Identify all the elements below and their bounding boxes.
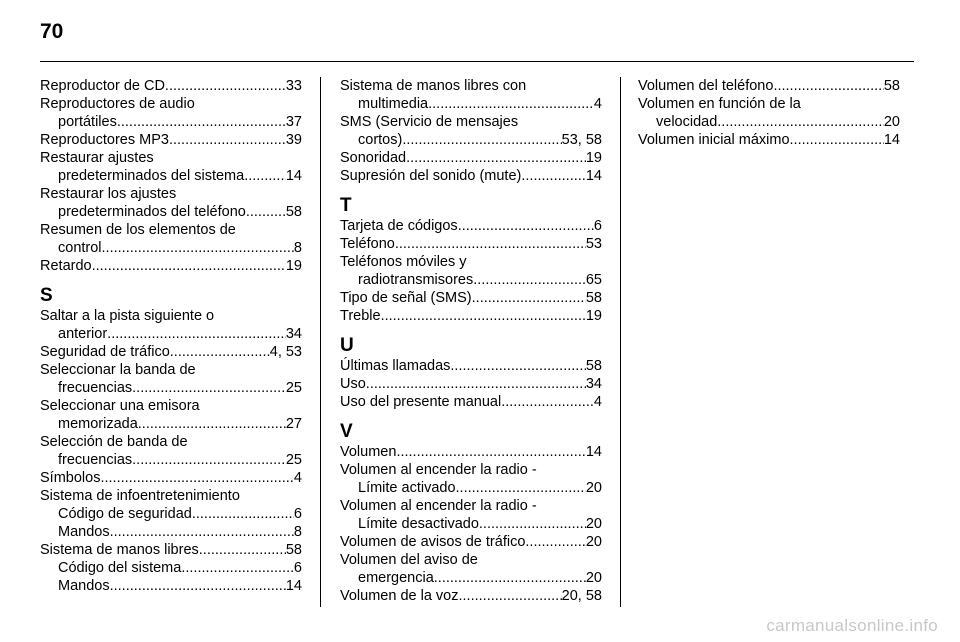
page-reference: 14 xyxy=(883,132,900,148)
entry-term: Últimas llamadas xyxy=(340,358,451,374)
entry-term: radiotransmisores xyxy=(358,272,474,288)
entry-term: Seleccionar una emisora xyxy=(40,398,200,414)
index-subentry xyxy=(40,505,302,523)
index-entry xyxy=(340,167,602,185)
leader-dots xyxy=(472,289,586,307)
leader-dots xyxy=(450,357,585,375)
index-entry xyxy=(40,149,302,185)
index-subentry xyxy=(40,577,302,595)
page-reference: 20 xyxy=(585,534,602,550)
entry-term: Volumen del teléfono xyxy=(638,78,774,94)
index-entry xyxy=(638,77,900,95)
leader-dots xyxy=(244,167,286,185)
entry-term: Saltar a la pista siguiente o xyxy=(40,308,215,324)
index-column-2 xyxy=(340,77,602,605)
entry-term: Símbolos xyxy=(40,470,101,486)
entry-term: Volumen en función de la xyxy=(638,96,801,112)
entry-term: Teléfonos móviles y xyxy=(340,254,467,270)
entry-term: Volumen de avisos de tráfico xyxy=(340,534,526,550)
entry-term: Restaurar ajustes xyxy=(40,150,154,166)
entry-term: Reproductores de audio xyxy=(40,96,195,112)
page-reference: 6 xyxy=(593,218,602,234)
entry-term: Teléfono xyxy=(340,236,395,252)
section-letter: S xyxy=(40,285,53,306)
page-reference: 19 xyxy=(285,258,302,274)
leader-dots xyxy=(132,379,286,397)
index-entry xyxy=(340,113,602,149)
leader-dots xyxy=(246,203,286,221)
page-reference: 25 xyxy=(285,380,302,396)
page-reference: 19 xyxy=(585,150,602,166)
page-reference: 8 xyxy=(293,240,302,256)
entry-term: cortos) xyxy=(358,132,403,148)
entry-term: SMS (Servicio de mensajes xyxy=(340,114,519,130)
leader-dots xyxy=(501,393,594,411)
leader-dots xyxy=(396,443,585,461)
entry-term: Uso xyxy=(340,376,366,392)
page-reference: 58 xyxy=(285,204,302,220)
leader-dots xyxy=(117,113,286,131)
leader-dots xyxy=(458,217,594,235)
page-reference: 4 xyxy=(593,394,602,410)
index-entry xyxy=(40,397,302,433)
entry-term: emergencia xyxy=(358,570,434,586)
page-reference: 20 xyxy=(585,516,602,532)
entry-term: multimedia xyxy=(358,96,429,112)
index-entry xyxy=(340,77,602,113)
entry-term: Código de seguridad xyxy=(58,506,192,522)
leader-dots xyxy=(459,587,562,605)
page-reference: 19 xyxy=(585,308,602,324)
entry-term: Seguridad de tráfico xyxy=(40,344,170,360)
index-entry xyxy=(638,131,900,149)
page-reference: 14 xyxy=(285,168,302,184)
entry-term: Supresión del sonido (mute) xyxy=(340,168,522,184)
entry-term: predeterminados del sistema xyxy=(58,168,245,184)
index-column-3 xyxy=(638,77,900,149)
leader-dots xyxy=(138,415,286,433)
index-entry xyxy=(40,95,302,131)
leader-dots xyxy=(434,569,586,587)
leader-dots xyxy=(479,515,586,533)
leader-dots xyxy=(717,113,884,131)
page-reference: 37 xyxy=(285,114,302,130)
leader-dots xyxy=(92,257,286,275)
entry-term: Restaurar los ajustes xyxy=(40,186,177,202)
leader-dots xyxy=(366,375,586,393)
index-entry xyxy=(40,307,302,343)
page-reference: 58 xyxy=(285,542,302,558)
entry-term: Seleccionar la banda de xyxy=(40,362,196,378)
index-entry xyxy=(340,235,602,253)
column-divider-1 xyxy=(320,77,321,607)
leader-dots xyxy=(381,307,586,325)
section-letter: V xyxy=(340,421,353,442)
entry-term: Código del sistema xyxy=(58,560,182,576)
entry-term: Volumen xyxy=(340,444,397,460)
section-letter: U xyxy=(340,335,354,356)
entry-term: Selección de banda de xyxy=(40,434,188,450)
index-entry xyxy=(340,307,602,325)
page-reference: 14 xyxy=(285,578,302,594)
index-entry xyxy=(340,533,602,551)
index-subentry xyxy=(40,559,302,577)
index-entry xyxy=(340,253,602,289)
index-entry xyxy=(340,443,602,461)
entry-term: Resumen de los elementos de xyxy=(40,222,236,238)
index-entry xyxy=(340,497,602,533)
page-reference: 4 xyxy=(293,470,302,486)
entry-term: velocidad xyxy=(656,114,718,130)
page-reference: 20 xyxy=(883,114,900,130)
index-entry xyxy=(40,361,302,397)
page-reference: 14 xyxy=(585,168,602,184)
leader-dots xyxy=(102,239,294,257)
leader-dots xyxy=(395,235,586,253)
index-entry xyxy=(40,77,302,95)
index-entry xyxy=(340,217,602,235)
entry-term: frecuencias xyxy=(58,452,133,468)
entry-term: Límite activado xyxy=(358,480,456,496)
page-reference: 6 xyxy=(293,560,302,576)
leader-dots xyxy=(525,533,585,551)
leader-dots xyxy=(170,343,270,361)
index-entry xyxy=(40,343,302,361)
entry-term: Volumen al encender la radio - xyxy=(340,498,537,514)
entry-term: Volumen de la voz xyxy=(340,588,459,604)
leader-dots xyxy=(456,479,586,497)
leader-dots xyxy=(110,577,286,595)
entry-term: Retardo xyxy=(40,258,92,274)
page-reference: 4, 53 xyxy=(269,344,302,360)
entry-term: Tipo de señal (SMS) xyxy=(340,290,472,306)
page-reference: 53, 58 xyxy=(561,132,602,148)
index-entry xyxy=(340,375,602,393)
watermark: carmanualsonline.info xyxy=(766,616,938,635)
page-reference: 20 xyxy=(585,480,602,496)
leader-dots xyxy=(428,95,594,113)
leader-dots xyxy=(199,541,286,559)
page-reference: 65 xyxy=(585,272,602,288)
entry-term: Límite desactivado xyxy=(358,516,479,532)
leader-dots xyxy=(402,131,561,149)
entry-term: Sistema de manos libres con xyxy=(340,78,527,94)
header-rule xyxy=(40,61,914,62)
entry-term: Uso del presente manual xyxy=(340,394,502,410)
index-entry xyxy=(340,149,602,167)
index-entry xyxy=(40,541,302,559)
page-reference: 20 xyxy=(585,570,602,586)
leader-dots xyxy=(132,451,286,469)
leader-dots xyxy=(169,131,286,149)
page-reference: 33 xyxy=(285,78,302,94)
leader-dots xyxy=(473,271,586,289)
index-entry xyxy=(340,357,602,375)
page-reference: 58 xyxy=(585,358,602,374)
page-number: 70 xyxy=(40,20,64,43)
page-reference: 25 xyxy=(285,452,302,468)
page-reference: 58 xyxy=(883,78,900,94)
leader-dots xyxy=(107,325,286,343)
entry-term: frecuencias xyxy=(58,380,133,396)
index-entry xyxy=(638,95,900,131)
page-reference: 8 xyxy=(293,524,302,540)
index-column-1 xyxy=(40,77,302,595)
entry-term: control xyxy=(58,240,102,256)
index-entry xyxy=(40,185,302,221)
page-reference: 6 xyxy=(293,506,302,522)
entry-term: Mandos xyxy=(58,524,110,540)
leader-dots xyxy=(100,469,293,487)
entry-term: Sistema de infoentretenimiento xyxy=(40,488,240,504)
entry-term: Sonoridad xyxy=(340,150,407,166)
entry-term: anterior xyxy=(58,326,108,342)
leader-dots xyxy=(165,77,286,95)
leader-dots xyxy=(773,77,883,95)
index-entry xyxy=(40,221,302,257)
index-entry xyxy=(40,257,302,275)
index-entry xyxy=(40,433,302,469)
index-entry xyxy=(340,587,602,605)
entry-term: memorizada xyxy=(58,416,138,432)
index-entry xyxy=(340,393,602,411)
entry-term: Volumen al encender la radio - xyxy=(340,462,537,478)
index-entry xyxy=(40,487,302,505)
index-entry xyxy=(40,469,302,487)
leader-dots xyxy=(192,505,294,523)
page-reference: 27 xyxy=(285,416,302,432)
index-entry xyxy=(40,131,302,149)
leader-dots xyxy=(406,149,586,167)
page-reference: 53 xyxy=(585,236,602,252)
page-reference: 4 xyxy=(593,96,602,112)
page-reference: 14 xyxy=(585,444,602,460)
entry-term: Tarjeta de códigos xyxy=(340,218,458,234)
column-divider-2 xyxy=(620,77,621,607)
entry-term: Volumen del aviso de xyxy=(340,552,478,568)
entry-term: predeterminados del teléfono xyxy=(58,204,246,220)
entry-term: Reproductores MP3 xyxy=(40,132,169,148)
section-letter: T xyxy=(340,195,352,216)
entry-term: portátiles xyxy=(58,114,117,130)
leader-dots xyxy=(181,559,294,577)
entry-term: Treble xyxy=(340,308,381,324)
entry-term: Volumen inicial máximo xyxy=(638,132,790,148)
page-reference: 39 xyxy=(285,132,302,148)
page-reference: 20, 58 xyxy=(561,588,602,604)
index-subentry xyxy=(40,523,302,541)
index-entry xyxy=(340,289,602,307)
entry-term: Sistema de manos libres xyxy=(40,542,199,558)
page-reference: 34 xyxy=(585,376,602,392)
page-reference: 34 xyxy=(285,326,302,342)
leader-dots xyxy=(521,167,586,185)
entry-term: Reproductor de CD xyxy=(40,78,165,94)
entry-term: Mandos xyxy=(58,578,110,594)
leader-dots xyxy=(110,523,294,541)
index-entry xyxy=(340,461,602,497)
leader-dots xyxy=(790,131,884,149)
page-reference: 58 xyxy=(585,290,602,306)
index-entry xyxy=(340,551,602,587)
